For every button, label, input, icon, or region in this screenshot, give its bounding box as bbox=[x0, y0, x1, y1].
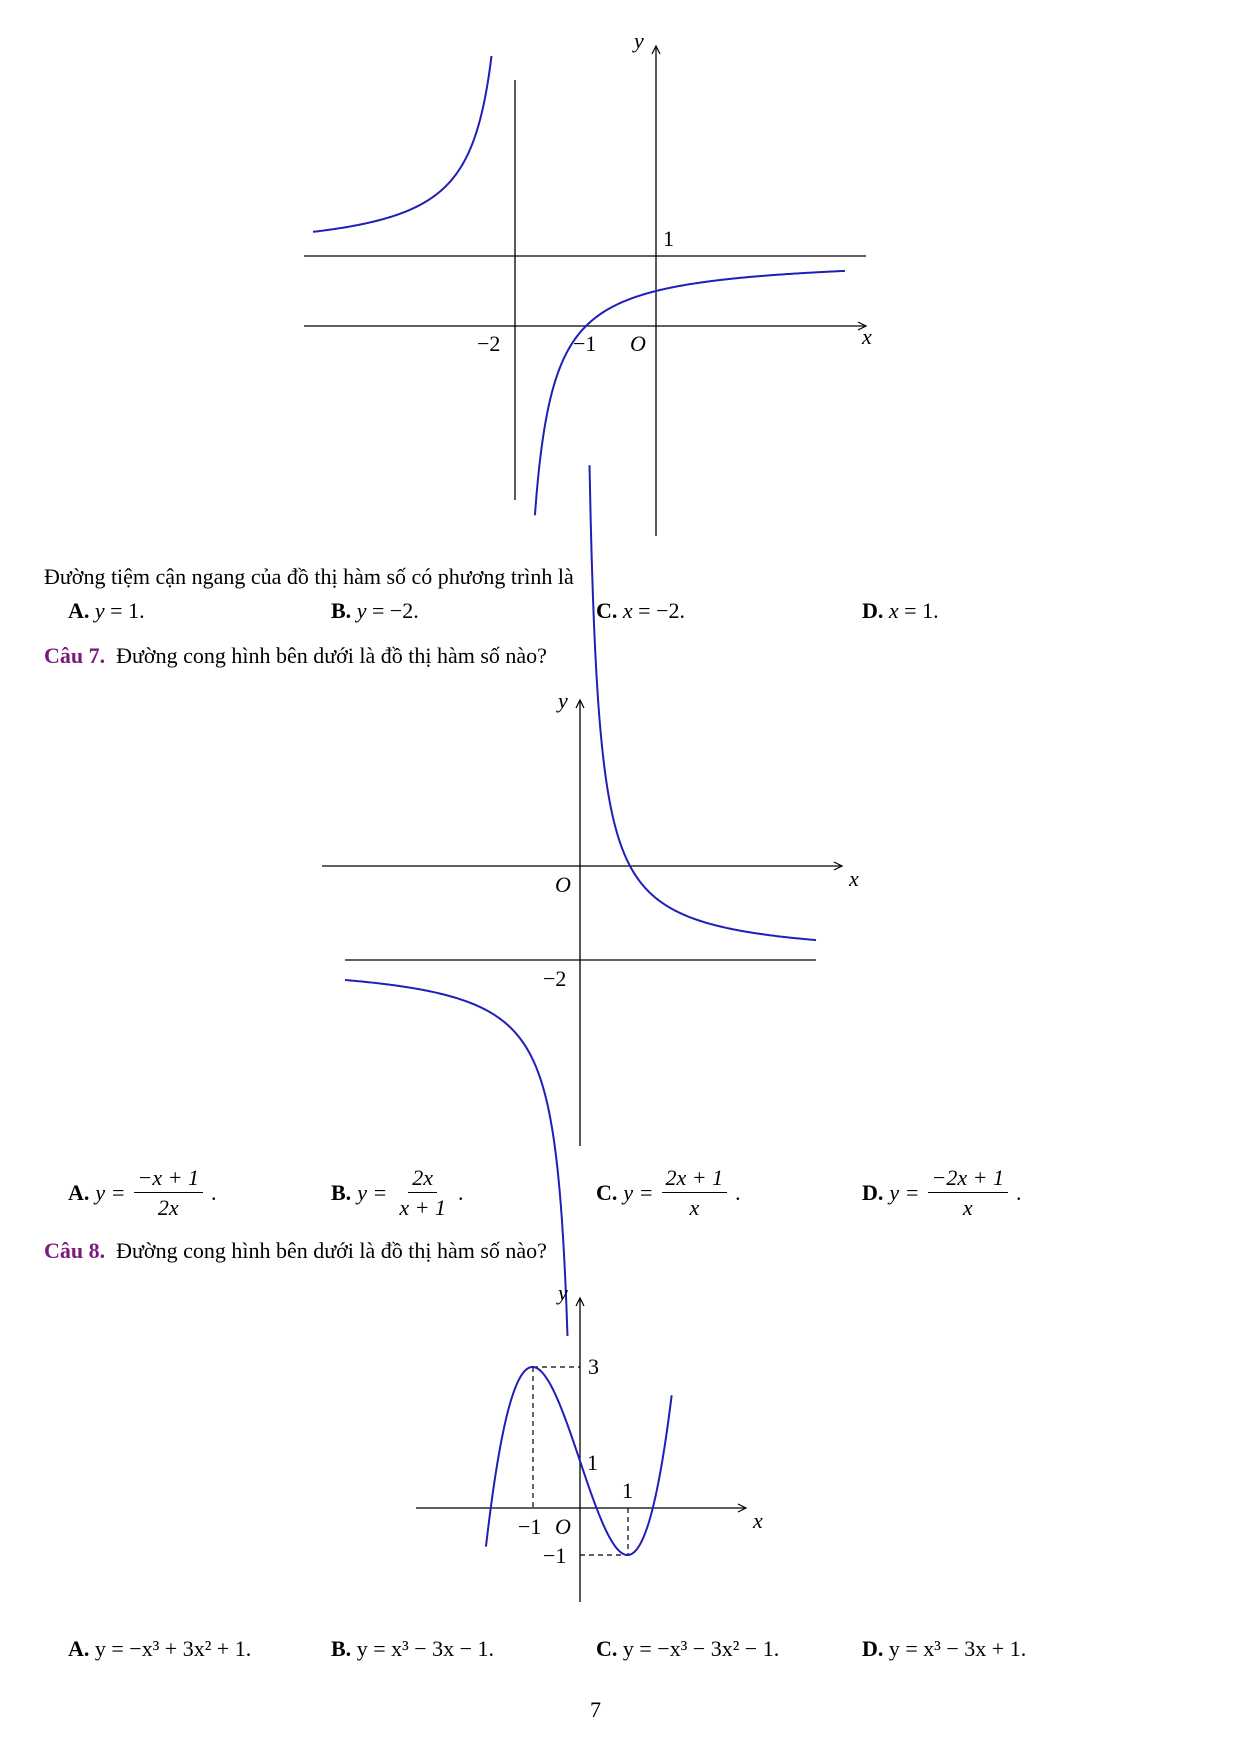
graph3-origin-label: O bbox=[555, 1514, 571, 1539]
option-rhs: = −2. bbox=[632, 598, 685, 623]
option-period: . bbox=[1015, 1179, 1022, 1205]
option-lhs: y = bbox=[623, 1179, 654, 1205]
option-lhs: y bbox=[94, 598, 105, 623]
fraction-denominator: x bbox=[962, 1195, 973, 1221]
graph2-label-neg2: −2 bbox=[543, 966, 567, 991]
option-letter: B. bbox=[331, 1179, 352, 1205]
graph3-label-neg1-y: −1 bbox=[543, 1543, 567, 1568]
question6-text: Đường tiệm cận ngang của đồ thị hàm số có phương trình là bbox=[44, 564, 574, 589]
option-period: . bbox=[210, 1179, 217, 1205]
graph1-label-neg1: −1 bbox=[573, 331, 597, 356]
q6-option-d[interactable] bbox=[862, 598, 939, 624]
q7-option-c[interactable] bbox=[596, 1166, 741, 1219]
graph3-label-1-x: 1 bbox=[622, 1478, 633, 1503]
fraction-denominator: x bbox=[689, 1195, 700, 1221]
graph1-label-one: 1 bbox=[663, 226, 674, 251]
graph3-label-1-y: 1 bbox=[587, 1450, 598, 1475]
q8-option-a[interactable] bbox=[68, 1636, 251, 1662]
option-letter: C. bbox=[596, 1636, 618, 1661]
option-lhs: y = bbox=[95, 1179, 126, 1205]
q7-option-b[interactable] bbox=[331, 1166, 463, 1219]
option-fraction bbox=[928, 1166, 1008, 1219]
option-letter: C. bbox=[596, 598, 618, 623]
option-period: . bbox=[457, 1179, 464, 1205]
option-lhs: y = bbox=[889, 1179, 920, 1205]
question8-label: Câu 8. bbox=[44, 1238, 106, 1263]
graph-3 bbox=[0, 1290, 1241, 1640]
option-letter: A. bbox=[68, 1636, 90, 1661]
question7-heading bbox=[44, 643, 547, 669]
option-letter: A. bbox=[68, 1179, 90, 1205]
graph-1 bbox=[0, 0, 1241, 560]
option-letter: D. bbox=[862, 1179, 884, 1205]
curve-left-branch bbox=[313, 56, 492, 232]
fraction-numerator: 2x bbox=[408, 1166, 437, 1193]
option-letter: A. bbox=[68, 598, 90, 623]
fraction-numerator: −x + 1 bbox=[134, 1166, 203, 1193]
graph3-y-label: y bbox=[558, 1280, 568, 1305]
graph3-label-3: 3 bbox=[588, 1354, 599, 1379]
option-lhs: x bbox=[622, 598, 633, 623]
graph2-x-label: x bbox=[849, 866, 859, 891]
option-expression: y = x³ − 3x − 1. bbox=[356, 1636, 495, 1661]
question8-text: Đường cong hình bên dưới là đồ thị hàm số nào? bbox=[116, 1238, 547, 1263]
graph2-origin-label: O bbox=[555, 872, 571, 897]
q7-option-d[interactable] bbox=[862, 1166, 1021, 1219]
option-lhs: x bbox=[888, 598, 899, 623]
option-rhs: = 1. bbox=[104, 598, 145, 623]
curve-right-branch bbox=[535, 271, 845, 515]
fraction-denominator: x + 1 bbox=[399, 1195, 446, 1221]
fraction-numerator: −2x + 1 bbox=[928, 1166, 1008, 1193]
q8-option-b[interactable] bbox=[331, 1636, 494, 1662]
question8-heading bbox=[44, 1238, 547, 1264]
cubic-curve bbox=[486, 1367, 672, 1555]
option-expression: y = −x³ − 3x² − 1. bbox=[622, 1636, 780, 1661]
graph3-label-neg1-x: −1 bbox=[518, 1514, 542, 1539]
option-lhs: y = bbox=[357, 1179, 388, 1205]
option-letter: B. bbox=[331, 598, 352, 623]
graph2-y-label: y bbox=[558, 688, 568, 713]
question7-label: Câu 7. bbox=[44, 643, 106, 668]
fraction-numerator: 2x + 1 bbox=[662, 1166, 728, 1193]
q6-option-c[interactable] bbox=[596, 598, 685, 624]
option-fraction bbox=[662, 1166, 728, 1219]
q7-option-a[interactable] bbox=[68, 1166, 216, 1219]
option-rhs: = −2. bbox=[366, 598, 419, 623]
q8-option-d[interactable] bbox=[862, 1636, 1026, 1662]
option-letter: C. bbox=[596, 1179, 618, 1205]
graph1-label-neg2: −2 bbox=[477, 331, 501, 356]
option-period: . bbox=[735, 1179, 741, 1205]
graph3-x-label: x bbox=[753, 1508, 763, 1533]
graph1-x-label: x bbox=[862, 324, 872, 349]
question7-text: Đường cong hình bên dưới là đồ thị hàm số nào? bbox=[116, 643, 547, 668]
option-fraction bbox=[395, 1166, 450, 1219]
curve-left-branch bbox=[345, 980, 568, 1336]
option-fraction bbox=[134, 1166, 203, 1219]
q6-option-b[interactable] bbox=[331, 598, 419, 624]
option-expression: y = x³ − 3x + 1. bbox=[888, 1636, 1027, 1661]
q8-option-c[interactable] bbox=[596, 1636, 779, 1662]
option-expression: y = −x³ + 3x² + 1. bbox=[94, 1636, 252, 1661]
graph1-y-label: y bbox=[634, 28, 644, 53]
graph1-origin-label: O bbox=[630, 331, 646, 356]
option-letter: D. bbox=[862, 598, 884, 623]
option-lhs: y bbox=[356, 598, 367, 623]
graph-2 bbox=[0, 690, 1241, 1150]
option-letter: B. bbox=[331, 1636, 352, 1661]
page-number: 7 bbox=[590, 1697, 601, 1722]
option-rhs: = 1. bbox=[898, 598, 939, 623]
q6-option-a[interactable] bbox=[68, 598, 145, 624]
option-letter: D. bbox=[862, 1636, 884, 1661]
fraction-denominator: 2x bbox=[157, 1195, 179, 1221]
